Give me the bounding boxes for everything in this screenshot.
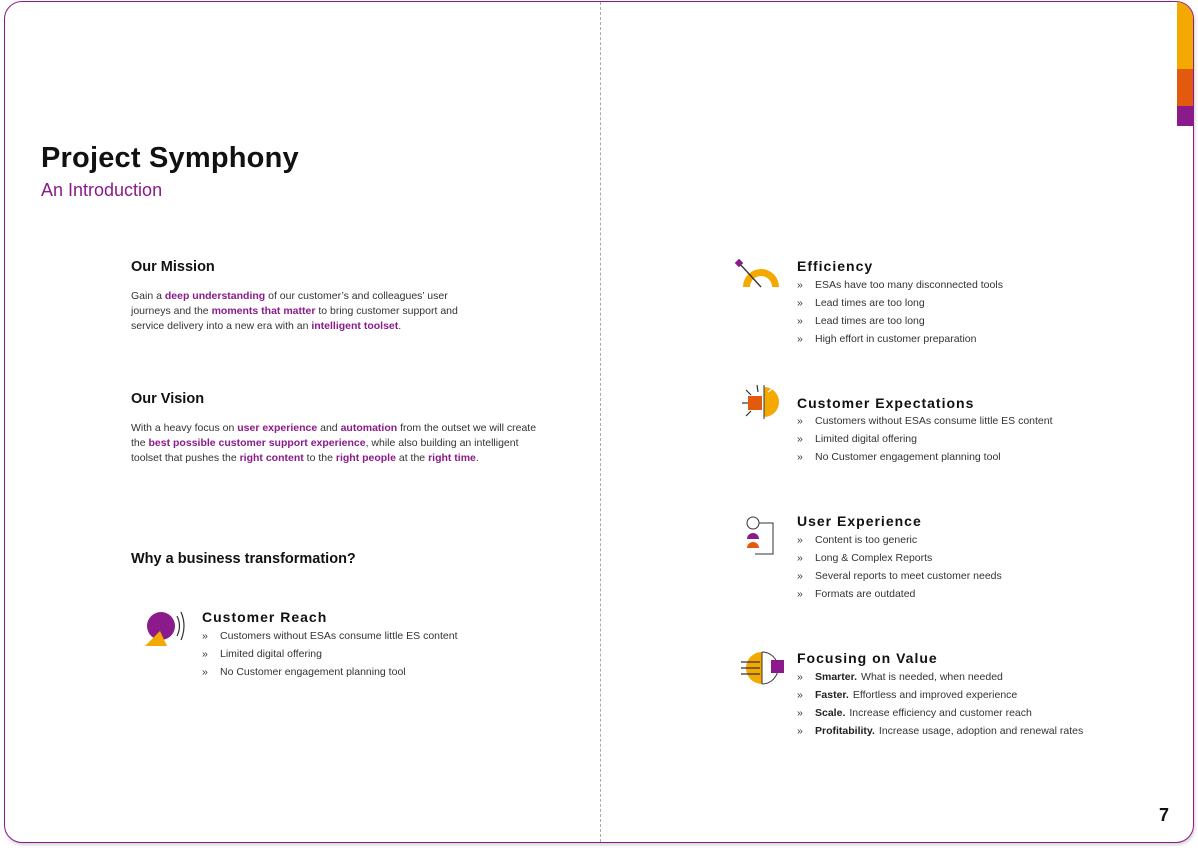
half-circle-square-icon: [738, 650, 788, 686]
list-item: » Customers without ESAs consume little ES content: [202, 630, 458, 642]
customer-expectations-title: Customer Expectations: [797, 395, 975, 411]
list-item: » Long & Complex Reports: [797, 552, 933, 564]
color-tab-purple: [1177, 106, 1193, 126]
vision-paragraph: With a heavy focus on user experience and automation from the outset we will create the best possible customer support experience, while also building an intelligent toolset that pushes the right content to the right people at the right time.: [131, 422, 537, 464]
list-item: » Faster. Effortless and improved experience: [797, 689, 1018, 701]
list-item: » Profitability. Increase usage, adoption and renewal rates: [797, 725, 1084, 737]
list-item: » ESAs have too many disconnected tools: [797, 279, 1003, 291]
list-item: » High effort in customer preparation: [797, 333, 977, 345]
sun-square-icon: [738, 383, 780, 421]
list-item: » Lead times are too long: [797, 297, 925, 309]
brochure-spread: [4, 1, 1194, 843]
color-tab-orange: [1177, 69, 1193, 106]
focusing-on-value-title: Focusing on Value: [797, 650, 938, 666]
efficiency-title: Efficiency: [797, 258, 874, 274]
page-number: 7: [1158, 805, 1169, 825]
user-experience-list: [797, 531, 1002, 603]
list-item: » Content is too generic: [797, 534, 918, 546]
efficiency-list: [797, 276, 1003, 348]
page-fold-divider: [600, 2, 601, 842]
list-item: » Customers without ESAs consume little ES content: [797, 415, 1053, 427]
list-item: » Limited digital offering: [797, 433, 917, 445]
page-title: Project Symphony: [41, 142, 299, 174]
customer-reach-list: [202, 627, 458, 681]
customer-reach-icon: [141, 606, 187, 650]
list-item: » No Customer engagement planning tool: [202, 666, 406, 678]
list-item: » Scale. Increase efficiency and customer reach: [797, 707, 1032, 719]
vision-heading: Our Vision: [131, 391, 205, 407]
customer-expectations-list: [797, 412, 1053, 466]
list-item: » Several reports to meet customer needs: [797, 570, 1002, 582]
list-item: » Formats are outdated: [797, 588, 916, 600]
customer-reach-title: Customer Reach: [202, 609, 328, 625]
focusing-on-value-list: [797, 668, 1083, 740]
mission-paragraph: Gain a deep understanding of our customer’s and colleagues’ user journeys and the moments that matter to bring customer support and service delivery into a new era with an intelligent toolset.: [131, 290, 458, 332]
list-item: » No Customer engagement planning tool: [797, 451, 1001, 463]
page-subtitle: An Introduction: [41, 180, 163, 200]
gauge-icon: [733, 257, 785, 291]
list-item: » Lead times are too long: [797, 315, 925, 327]
mission-heading: Our Mission: [131, 259, 215, 275]
why-heading: Why a business transformation?: [131, 551, 356, 567]
list-item: » Limited digital offering: [202, 648, 322, 660]
color-tab-yellow: [1177, 2, 1193, 69]
user-experience-title: User Experience: [797, 513, 922, 529]
stacked-shapes-icon: [741, 514, 779, 558]
list-item: » Smarter. What is needed, when needed: [797, 671, 1003, 683]
